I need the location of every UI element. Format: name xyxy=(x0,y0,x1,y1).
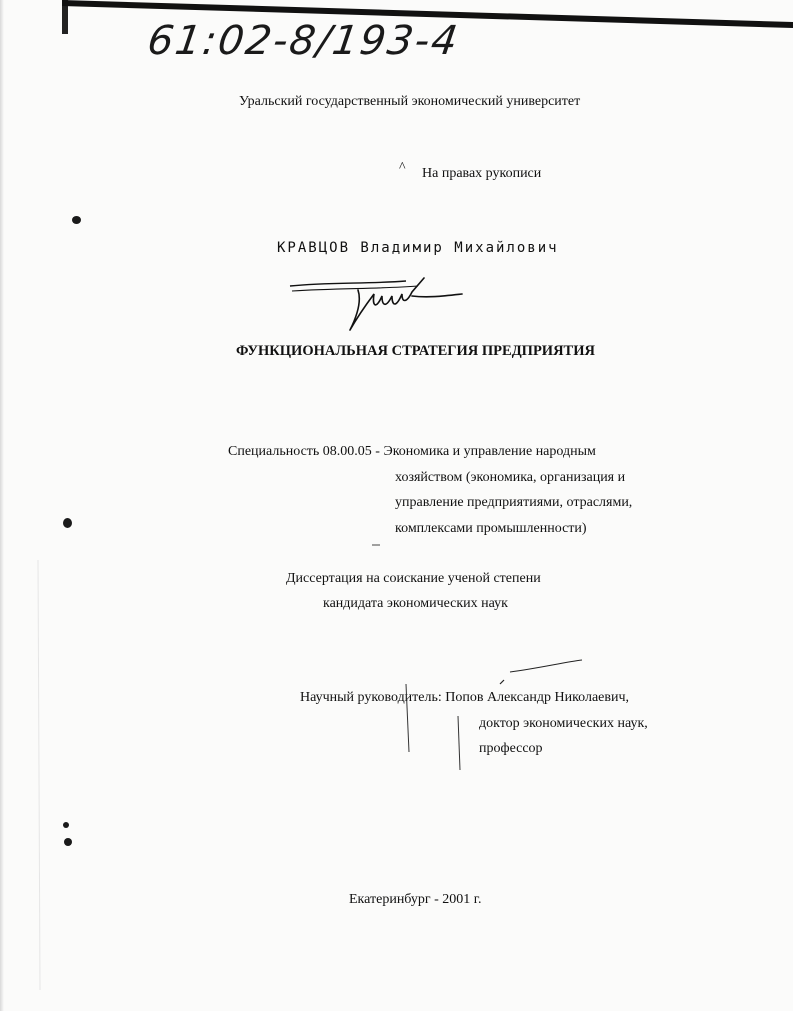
signature xyxy=(288,272,468,334)
university-name: Уральский государственный экономический университет xyxy=(239,94,581,109)
specialty-line-4: комплексами промышленности) xyxy=(395,521,587,536)
specialty-line-1: Специальность 08.00.05 - Экономика и управление народным xyxy=(228,444,596,459)
scan-blot xyxy=(72,216,81,224)
author-name: КРАВЦОВ Владимир Михайлович xyxy=(277,240,559,256)
scan-blot xyxy=(63,518,72,528)
manuscript-rights: На правах рукописи xyxy=(422,166,542,181)
specialty-line-2: хозяйством (экономика, организация и xyxy=(395,470,626,485)
scan-blot xyxy=(64,838,72,846)
supervisor-line-2: доктор экономических наук, xyxy=(479,716,648,731)
scan-edge-shadow xyxy=(0,0,4,1011)
degree-line-1: Диссертация на соискание ученой степени xyxy=(286,571,541,586)
city-year: Екатеринбург - 2001 г. xyxy=(349,892,482,907)
scan-blot xyxy=(63,822,69,828)
archive-number-handwritten: 61:02-8/193-4 xyxy=(144,18,463,64)
supervisor-line-1: Научный руководитель: Попов Александр Николаевич, xyxy=(300,690,630,705)
supervisor-line-3: профессор xyxy=(479,741,543,756)
dissertation-title: ФУНКЦИОНАЛЬНАЯ СТРАТЕГИЯ ПРЕДПРИЯТИЯ xyxy=(236,343,595,359)
degree-line-2: кандидата экономических наук xyxy=(323,596,508,611)
caret-mark: ^ xyxy=(399,160,406,175)
specialty-line-3: управление предприятиями, отраслями, xyxy=(395,495,633,510)
